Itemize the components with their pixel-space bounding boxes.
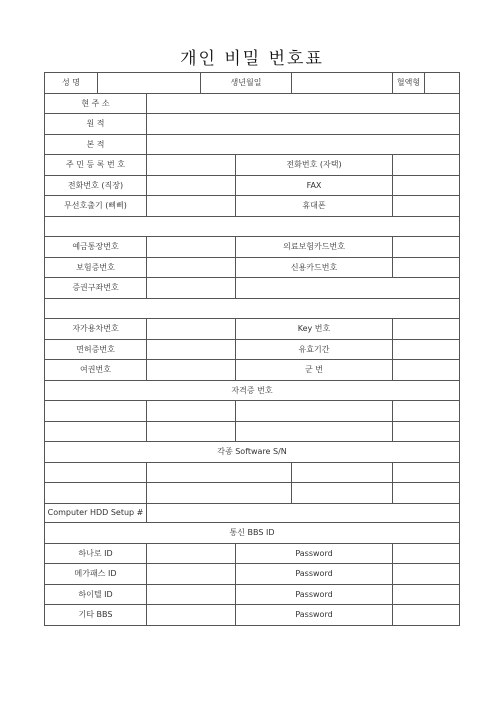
certificate-field[interactable]	[147, 421, 236, 442]
mobile-field[interactable]	[393, 196, 460, 217]
securities-extra-field[interactable]	[236, 278, 460, 299]
military-field[interactable]	[393, 360, 460, 381]
phone-home-field[interactable]	[393, 155, 460, 176]
blood-label: 혈액형	[393, 73, 425, 94]
passport-field[interactable]	[147, 360, 236, 381]
registry-label: 본 적	[45, 134, 147, 155]
blood-field[interactable]	[425, 73, 460, 94]
phone-home-label: 전화번호 (자택)	[236, 155, 393, 176]
passport-label: 여권번호	[45, 360, 147, 381]
bbs-password-field[interactable]	[393, 605, 460, 626]
software-header: 각종 Software S/N	[45, 442, 460, 463]
bbs-id-field[interactable]	[147, 543, 236, 564]
name-label: 성 명	[45, 73, 98, 94]
origin-label: 원 적	[45, 114, 147, 135]
bbs-password-field[interactable]	[393, 584, 460, 605]
mobile-label: 휴대폰	[236, 196, 393, 217]
license-label: 면허증번호	[45, 339, 147, 360]
software-field[interactable]	[147, 462, 292, 483]
origin-field[interactable]	[147, 114, 460, 135]
certificate-field[interactable]	[236, 401, 393, 422]
hdd-field[interactable]	[147, 503, 460, 523]
credit-card-field[interactable]	[393, 257, 460, 278]
software-field[interactable]	[45, 462, 147, 483]
credit-card-label: 신용카드번호	[236, 257, 393, 278]
key-field[interactable]	[393, 319, 460, 340]
license-field[interactable]	[147, 339, 236, 360]
hdd-label: Computer HDD Setup #	[45, 503, 147, 523]
password-form-table	[44, 72, 460, 626]
fax-label: FAX	[236, 175, 393, 196]
blank-row	[45, 216, 460, 237]
bbs-service-label: 기타 BBS	[45, 605, 147, 626]
registry-field[interactable]	[147, 134, 460, 155]
birth-label: 생년월일	[201, 73, 292, 94]
securities-field[interactable]	[147, 278, 236, 299]
phone-work-label: 전화번호 (직장)	[45, 175, 147, 196]
bbs-service-label: 메가패스 ID	[45, 564, 147, 585]
pager-field[interactable]	[147, 196, 236, 217]
medical-card-label: 의료보험카드번호	[236, 237, 393, 258]
validity-label: 유효기간	[236, 339, 393, 360]
bbs-id-field[interactable]	[147, 564, 236, 585]
medical-card-field[interactable]	[393, 237, 460, 258]
name-field[interactable]	[98, 73, 201, 94]
address-label: 현 주 소	[45, 93, 147, 114]
car-field[interactable]	[147, 319, 236, 340]
bbs-service-label: 하나로 ID	[45, 543, 147, 564]
pager-label: 무선호출기 (삐삐)	[45, 196, 147, 217]
certificate-field[interactable]	[147, 401, 236, 422]
page-title: 개인 비밀 번호표	[180, 49, 324, 69]
blank-row	[45, 298, 460, 319]
software-field[interactable]	[292, 462, 393, 483]
bbs-header: 통신 BBS ID	[45, 523, 460, 544]
certificate-field[interactable]	[393, 421, 460, 442]
bbs-password-label: Password	[236, 605, 393, 626]
military-label: 군 번	[236, 360, 393, 381]
bankbook-label: 예금통장번호	[45, 237, 147, 258]
insurance-label: 보험증번호	[45, 257, 147, 278]
software-field[interactable]	[292, 483, 393, 504]
bbs-password-label: Password	[236, 543, 393, 564]
fax-field[interactable]	[393, 175, 460, 196]
car-label: 자가용차번호	[45, 319, 147, 340]
bankbook-field[interactable]	[147, 237, 236, 258]
birth-field[interactable]	[292, 73, 393, 94]
software-field[interactable]	[45, 483, 147, 504]
phone-work-field[interactable]	[147, 175, 236, 196]
resident-no-label: 주 민 등 록 번 호	[45, 155, 147, 176]
bbs-service-label: 하이텔 ID	[45, 584, 147, 605]
certificate-field[interactable]	[393, 401, 460, 422]
securities-label: 증권구좌번호	[45, 278, 147, 299]
validity-field[interactable]	[393, 339, 460, 360]
address-field[interactable]	[147, 93, 460, 114]
bbs-password-label: Password	[236, 564, 393, 585]
certificates-header: 자격증 번호	[45, 380, 460, 401]
key-label: Key 번호	[236, 319, 393, 340]
bbs-password-field[interactable]	[393, 543, 460, 564]
certificate-field[interactable]	[236, 421, 393, 442]
bbs-id-field[interactable]	[147, 605, 236, 626]
software-field[interactable]	[393, 483, 460, 504]
certificate-field[interactable]	[45, 401, 147, 422]
software-field[interactable]	[393, 462, 460, 483]
bbs-password-field[interactable]	[393, 564, 460, 585]
bbs-password-label: Password	[236, 584, 393, 605]
bbs-id-field[interactable]	[147, 584, 236, 605]
resident-no-field[interactable]	[147, 155, 236, 176]
insurance-field[interactable]	[147, 257, 236, 278]
certificate-field[interactable]	[45, 421, 147, 442]
software-field[interactable]	[147, 483, 292, 504]
